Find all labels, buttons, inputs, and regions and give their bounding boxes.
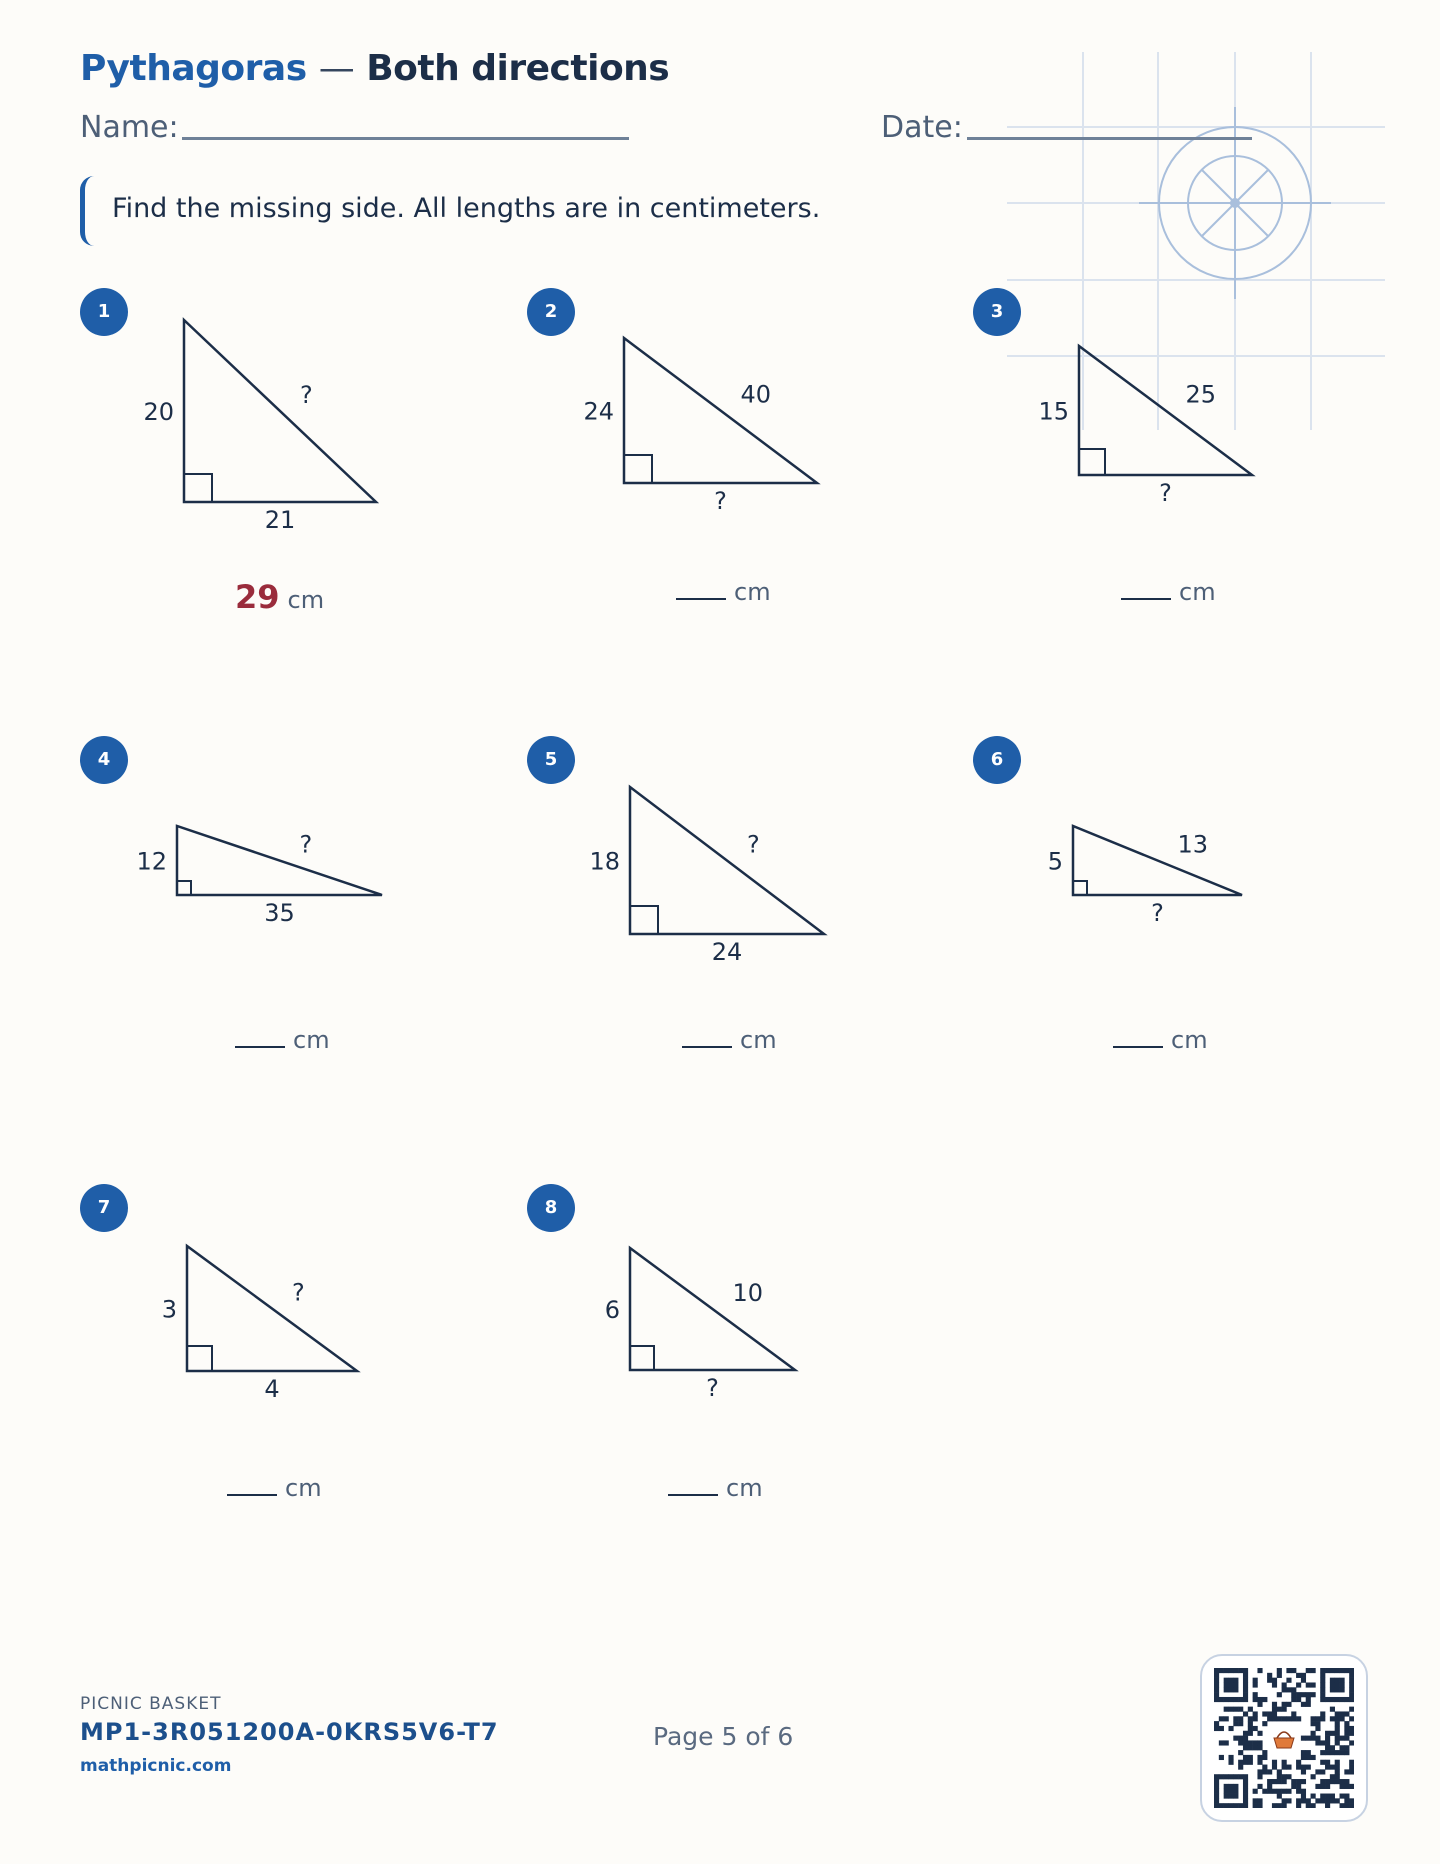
triangle-figure — [973, 288, 1403, 568]
title-separator: — — [318, 48, 355, 89]
vertical-side-label: 12 — [136, 847, 167, 876]
right-angle-marker — [624, 455, 652, 483]
vertical-side-label: 20 — [143, 398, 174, 426]
right-triangle — [630, 787, 824, 934]
answer-unit: cm — [1171, 1026, 1208, 1054]
base-side-label: ? — [1159, 479, 1172, 507]
hypotenuse-label: 40 — [740, 380, 772, 409]
hypotenuse-label: 10 — [732, 1279, 764, 1307]
page-number: Page 5 of 6 — [653, 1722, 794, 1751]
answer-area — [80, 578, 510, 616]
vertical-side-label: 18 — [589, 847, 620, 876]
answer-area — [527, 578, 957, 606]
right-angle-marker — [184, 474, 212, 502]
hypotenuse-label: ? — [299, 830, 313, 859]
vertical-side-label: 24 — [583, 397, 614, 426]
triangle-figure — [80, 288, 510, 568]
problem-6 — [973, 736, 1403, 1156]
answer-unit: cm — [287, 586, 325, 614]
problem-number-badge: 3 — [973, 288, 1021, 336]
vertical-side-label: 5 — [1047, 847, 1063, 876]
qr-code-icon — [1214, 1668, 1354, 1808]
triangle-figure — [527, 288, 957, 568]
answer-unit: cm — [285, 1474, 322, 1502]
answer-area — [973, 1026, 1403, 1054]
footer-brand: PICNIC BASKET — [80, 1694, 222, 1714]
right-angle-marker — [187, 1346, 212, 1371]
right-angle-marker — [1079, 449, 1105, 475]
vertical-side-label: 6 — [604, 1296, 620, 1324]
instruction-text: Find the missing side. All lengths are in centimeters. — [112, 193, 821, 224]
answer-blank[interactable] — [668, 1494, 718, 1496]
base-side-label: 35 — [264, 899, 295, 927]
vertical-side-label: 3 — [161, 1295, 177, 1324]
problem-number-badge: 4 — [80, 736, 128, 784]
right-angle-marker — [630, 1346, 654, 1370]
right-angle-marker — [177, 881, 191, 895]
right-angle-marker — [1073, 881, 1087, 895]
date-label: Date: — [881, 110, 963, 145]
answer-blank[interactable] — [682, 1046, 732, 1048]
answer-blank[interactable] — [235, 1046, 285, 1048]
triangle-figure — [527, 1184, 957, 1464]
page-title — [80, 48, 669, 89]
base-side-label: ? — [714, 487, 727, 515]
answer-blank[interactable] — [227, 1494, 277, 1496]
answer-unit: cm — [740, 1026, 777, 1054]
title-subtitle: Both directions — [366, 48, 670, 89]
base-side-label: 4 — [264, 1375, 280, 1403]
hypotenuse-label: ? — [300, 381, 313, 409]
name-line[interactable] — [182, 137, 629, 140]
right-triangle — [177, 826, 382, 895]
answer-unit: cm — [734, 578, 771, 606]
answer-area — [527, 1026, 957, 1054]
hypotenuse-label: 13 — [1177, 830, 1209, 859]
problem-5 — [527, 736, 957, 1156]
answer-blank[interactable] — [1121, 598, 1171, 600]
problem-number-badge: 8 — [527, 1184, 575, 1232]
triangle-figure — [973, 736, 1403, 1016]
problem-8 — [527, 1184, 957, 1604]
answer-area — [527, 1474, 957, 1502]
answer-value: 29 — [235, 578, 280, 616]
problem-number-badge: 1 — [80, 288, 128, 336]
problem-2 — [527, 288, 957, 708]
base-side-label: ? — [706, 1374, 719, 1402]
instruction-box — [80, 176, 840, 246]
hypotenuse-label: 25 — [1185, 380, 1217, 409]
triangle-figure — [80, 736, 510, 1016]
basket-logo-icon — [1270, 1724, 1298, 1752]
instruction-bracket — [80, 176, 94, 246]
problem-1 — [80, 288, 510, 708]
answer-area — [973, 578, 1403, 606]
right-triangle — [1073, 826, 1242, 895]
problem-number-badge: 5 — [527, 736, 575, 784]
answer-area — [80, 1026, 510, 1054]
problem-4 — [80, 736, 510, 1156]
footer-site-link[interactable]: mathpicnic.com — [80, 1756, 232, 1776]
base-side-label: 24 — [711, 938, 743, 966]
answer-unit: cm — [293, 1026, 330, 1054]
problem-number-badge: 7 — [80, 1184, 128, 1232]
problem-3 — [973, 288, 1403, 708]
triangle-figure — [80, 1184, 510, 1464]
base-side-label: 21 — [264, 506, 296, 534]
hypotenuse-label: ? — [292, 1278, 305, 1307]
footer-code: MP1-3R051200A-0KRS5V6-T7 — [80, 1718, 499, 1746]
answer-blank[interactable] — [1113, 1046, 1163, 1048]
answer-area — [80, 1474, 510, 1502]
title-topic: Pythagoras — [80, 48, 307, 89]
hypotenuse-label: ? — [747, 830, 760, 859]
problem-7 — [80, 1184, 510, 1604]
answer-unit: cm — [1179, 578, 1216, 606]
answer-blank[interactable] — [676, 598, 726, 600]
triangle-figure — [527, 736, 957, 1016]
problem-number-badge: 2 — [527, 288, 575, 336]
base-side-label: ? — [1151, 899, 1164, 927]
vertical-side-label: 15 — [1038, 397, 1069, 426]
name-label: Name: — [80, 110, 179, 145]
answer-unit: cm — [726, 1474, 763, 1502]
qr-frame — [1200, 1654, 1368, 1822]
date-line[interactable] — [967, 137, 1252, 140]
right-angle-marker — [630, 906, 658, 934]
problem-number-badge: 6 — [973, 736, 1021, 784]
